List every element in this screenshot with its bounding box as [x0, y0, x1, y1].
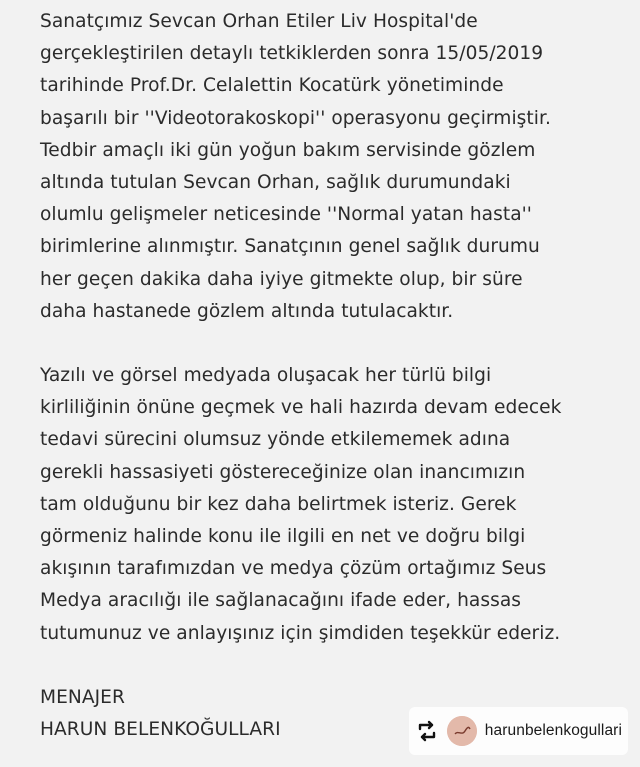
paragraph-1 [40, 6, 630, 328]
text-line: Tedbir amaçlı iki gün yoğun bakım servisinde gözlem [40, 139, 536, 161]
paragraph-2 [40, 360, 630, 650]
repost-icon [415, 719, 439, 743]
text-line: altında tutulan Sevcan Orhan, sağlık durumundaki [40, 172, 511, 194]
signature-role: MENAJER [40, 686, 125, 708]
paragraph-gap [40, 328, 630, 360]
document [40, 6, 630, 746]
text-line: tedavi sürecini olumsuz yönde etkilememek adına [40, 429, 511, 451]
text-line: akışının tarafımızdan ve medya çözüm ortağımız Seus [40, 558, 547, 580]
avatar[interactable] [447, 716, 477, 746]
text-line: Medya aracılığı ile sağlanacağını ifade eder, hassas [40, 590, 522, 612]
text-line: kirliliğinin önüne geçmek ve hali hazırda devam edecek [40, 397, 562, 419]
text-line: görmeniz halinde konu ile ilgili en net ve doğru bilgi [40, 526, 526, 548]
text-line: her geçen dakika daha iyiye gitmekte olup, bir süre [40, 268, 523, 290]
text-line: Yazılı ve görsel medyada oluşacak her türlü bilgi [40, 365, 492, 387]
repost-attribution[interactable] [409, 707, 628, 755]
text-line: birimlerine alınmıştır. Sanatçının genel sağlık durumu [40, 236, 540, 258]
text-line: başarılı bir ''Videotorakoskopi'' operasyonu geçirmiştir. [40, 107, 551, 129]
text-line: gerekli hassasiyeti göstereceğinize olan inancımızın [40, 461, 526, 483]
text-line: tam olduğunu bir kez daha belirtmek isteriz. Gerek [40, 493, 517, 515]
text-line: tarihinde Prof.Dr. Celalettin Kocatürk yönetiminde [40, 75, 504, 97]
text-line: Sanatçımız Sevcan Orhan Etiler Liv Hospital'de [40, 11, 478, 32]
signature-name: HARUN BELENKOĞULLARI [40, 719, 281, 741]
text-line: daha hastanede gözlem altında tutulacaktır. [40, 300, 454, 322]
username[interactable]: harunbelenkogullari [484, 722, 622, 739]
text-line: tutumunuz ve anlayışınız için şimdiden teşekkür ederiz. [40, 622, 561, 644]
text-line: gerçekleştirilen detaylı tetkiklerden sonra 15/05/2019 [40, 43, 544, 65]
text-line: olumlu gelişmeler neticesinde ''Normal yatan hasta'' [40, 204, 532, 226]
paragraph-gap [40, 650, 630, 682]
